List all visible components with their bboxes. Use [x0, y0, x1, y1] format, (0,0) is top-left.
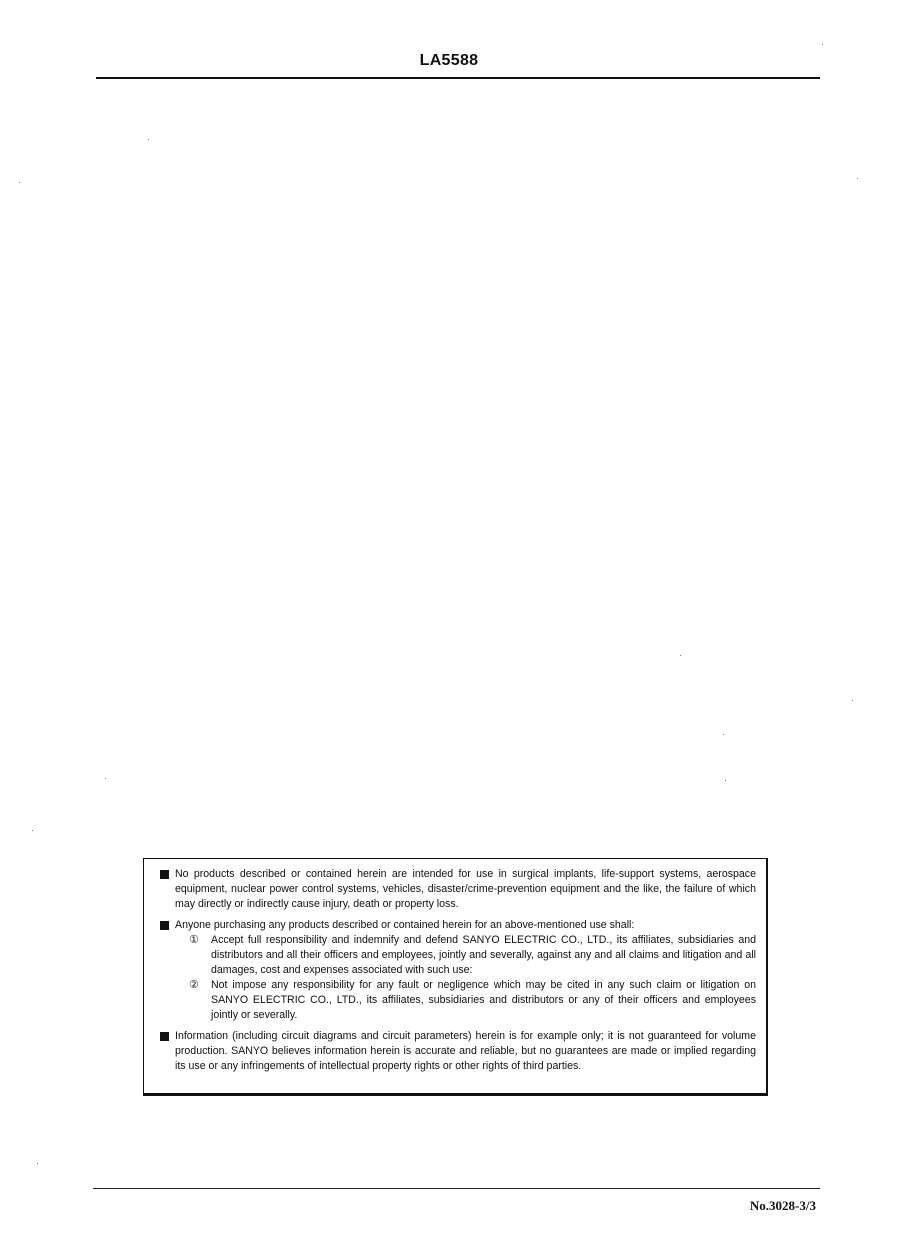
scan-speck [32, 830, 33, 831]
disclaimer-subitem-2-text: Not impose any responsibility for any fault or negligence which may be cited in any such claim or litigation on SANYO ELECTRIC CO., LTD., its affiliates, subsidiaries and distributors or any of their officers and employees jointly or severally. [211, 979, 756, 1021]
scan-speck [19, 182, 20, 183]
scan-speck [852, 700, 853, 701]
scan-speck [725, 780, 726, 781]
disclaimer-item-1 [158, 867, 756, 912]
disclaimer-item-2 [158, 918, 756, 1023]
document-title: LA5588 [419, 52, 479, 69]
circled-one-marker: ① [189, 934, 199, 946]
square-bullet-icon [160, 870, 169, 879]
square-bullet-icon [160, 1032, 169, 1041]
disclaimer-subitem-1 [175, 933, 756, 978]
disclaimer-item-3 [158, 1029, 756, 1074]
page-number: No.3028-3/3 [749, 1198, 816, 1213]
square-bullet-icon [160, 921, 169, 930]
disclaimer-subitem-1-text: Accept full responsibility and indemnify and defend SANYO ELECTRIC CO., LTD., its affiliates, subsidiaries and distributors and all their officers and employees, jointly and severally, against any and all claims and litigation and all damages, cost and expenses associated with such use: [211, 934, 756, 976]
scan-speck [105, 778, 106, 779]
disclaimer-subitem-2 [175, 978, 756, 1023]
scan-speck [148, 139, 149, 140]
scan-speck [37, 1163, 38, 1164]
disclaimer-box [143, 858, 768, 1096]
footer-rule [93, 1188, 820, 1189]
disclaimer-item-3-text: Information (including circuit diagrams and circuit parameters) herein is for example only; it is not guaranteed for volume production. SANYO believes information herein is accurate and reliable, but no guarantees are made or implied regarding its use or any infringements of intellectual property rights or other rights of third parties. [175, 1030, 756, 1072]
circled-two-marker: ② [189, 979, 199, 991]
scan-speck [857, 178, 858, 179]
scan-speck [723, 734, 724, 735]
scan-speck [822, 44, 823, 45]
scan-speck [680, 655, 681, 656]
disclaimer-item-2-intro: Anyone purchasing any products described or contained herein for an above-mentioned use shall: [175, 919, 635, 931]
header-rule [96, 77, 820, 79]
disclaimer-item-1-text: No products described or contained herein are intended for use in surgical implants, life-support systems, aerospace equipment, nuclear power control systems, vehicles, disaster/crime-prevention equipment and the like, the failure of which may directly or indirectly cause injury, death or property loss. [175, 868, 756, 910]
